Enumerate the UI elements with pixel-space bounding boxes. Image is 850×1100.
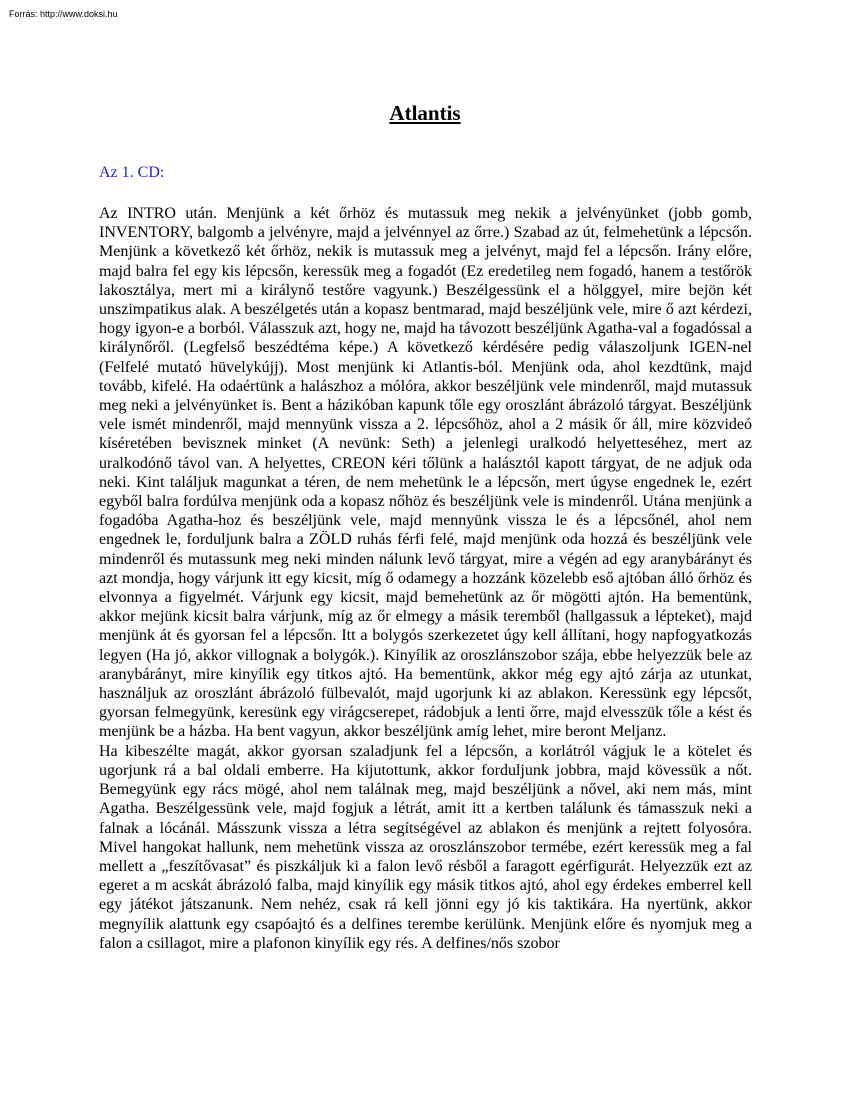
source-url: Forrás: http://www.doksi.hu <box>9 9 118 19</box>
page-title: Atlantis <box>389 101 461 125</box>
paragraph: Ha kibeszélte magát, akkor gyorsan szaladjunk fel a lépcsőn, a korlátról vágjuk le a kötelet és ugorjunk rá a bal oldali emberre. Ha kijutottunk, akkor forduljunk jobbra, majd kövessük a nőt. Bemegyünk egy rács mögé, ahol nem találnak meg, majd beszéljünk a nővel, aki nem más, mint Agatha. Beszélgessünk vele, majd fogjuk a létrát, amit itt a kertben találunk és támasszuk neki a falnak a lócánál. Másszunk vissza a létra segítségével az ablakon és menjünk a rejtett folyosóra. Mivel hangokat hallunk, nem mehetünk vissza az oroszlánszobor termébe, ezért keressük meg a fal mellett a „feszítővasat” és piszkáljuk ki a falon levő résből a faragott egérfigurát. Helyezzük ezt az egeret a m acskát ábrázoló falba, majd kinyílik egy másik titkos ajtó, ahol egy érdekes emberrel kell egy játékot játszanunk. Nem nehéz, csak rá kell jönni egy jó kis taktikára. Ha nyertünk, akkor megnyílik alattunk egy csapóajtó és a delfines terembe kerülünk. Menjünk előre és nyomjuk meg a falon a csillagot, mire a plafonon kinyílik egy rés. A delfines/nős szobor <box>99 742 752 952</box>
document-body <box>99 204 752 953</box>
section-heading: Az 1. CD: <box>99 164 165 181</box>
paragraph: Az INTRO után. Menjünk a két őrhöz és mutassuk meg nekik a jelvényünket (jobb gomb, INVENTORY, balgomb a jelvényre, majd a jelvénnyel az őrre.) Szabad az út, felmehetünk a lépcsőn. Menjünk a következő két őrhöz, nekik is mutassuk meg a jelvényt, majd fel a lépcsőn. Irány előre, majd balra fel egy kis lépcsőn, keressük meg a fogadót (Ez eredetileg nem fogadó, hanem a testőrök lakosztálya, mert mi a királynő testőre vagyunk.) Beszélgessünk el a hölggyel, mire bejön két unszimpatikus alak. A beszélgetés után a kopasz bentmarad, majd beszéljünk vele, mire ő azt kérdezi, hogy igyon-e a borból. Válasszuk azt, hogy ne, majd ha távozott beszéljünk Agatha-val a fogadóssal a királynőről. (Legfelső beszédtéma képe.) A következő kérdésére pedig válaszoljunk IGEN-nel (Felfelé mutató hüvelykújj). Most menjünk ki Atlantis-ból. Menjünk oda, ahol kezdtünk, majd tovább, kifelé. Ha odaértünk a halászhoz a mólóra, akkor beszéljünk vele mindenről, majd mutassuk meg neki a jelvényünket is. Bent a házikóban kapunk tőle egy oroszlánt ábrázoló tárgyat. Beszéljünk vele ismét mindenről, majd mennyünk vissza a 2. lépcsőhöz, ahol a 2 másik őr áll, mire közvideó kíséretében bevisznek minket (A nevünk: Seth) a jelenlegi uralkodó helyetteséhez, mert az uralkodónő távol van. A helyettes, CREON kéri tőlünk a halásztól kapott tárgyat, de ne adjuk oda neki. Kint találjuk magunkat a téren, de nem mehetünk le a lépcsőn, mert úgyse engednek le, ezért egyből balra fordúlva menjünk oda a kopasz nőhöz és beszéljünk vele is mindenről. Utána menjünk a fogadóba Agatha-hoz és beszéljünk vele, majd mennyünk vissza le és a lépcsőnél, ahol nem engednek le, forduljunk balra a ZÖLD ruhás férfi felé, majd menjünk oda hozzá és beszéljünk vele mindenről és mutassunk meg neki minden nálunk levő tárgyat, mire a végén ad egy aranybárányt és azt mondja, hogy várjunk itt egy kicsit, míg ő odamegy a hozzánk közelebb eső ajtóban álló őrhöz és elvonnya a figyelmét. Várjunk egy kicsit, majd bemehetünk az őr mögötti ajtón. Ha bementünk, akkor mejünk kicsit balra várjunk, míg az őr elmegy a másik teremből (hallgassuk a lépteket), majd menjünk át és gyorsan fel a lépcsőn. Itt a bolygós szerkezetet úgy kell állítani, hogy napfogyatkozás legyen (Ha jó, akkor villognak a bolygók.). Kinyílik az oroszlánszobor szája, ebbe helyezzük bele az aranybárányt, mire kinyílik egy titkos ajtó. Ha bementünk, akkor még egy ajtó zárja az utunkat, használjuk az oroszlánt ábrázoló fülbevalót, majd ugorjunk ki az ablakon. Keressünk egy lépcsőt, gyorsan felmegyünk, keresünk egy virágcserepet, rádobjuk a lenti őrre, majd elvesszük tőle a kést és menjünk be a házba. Ha bent vagyun, akkor beszéljünk amíg lehet, mire beront Meljanz. <box>99 205 752 741</box>
